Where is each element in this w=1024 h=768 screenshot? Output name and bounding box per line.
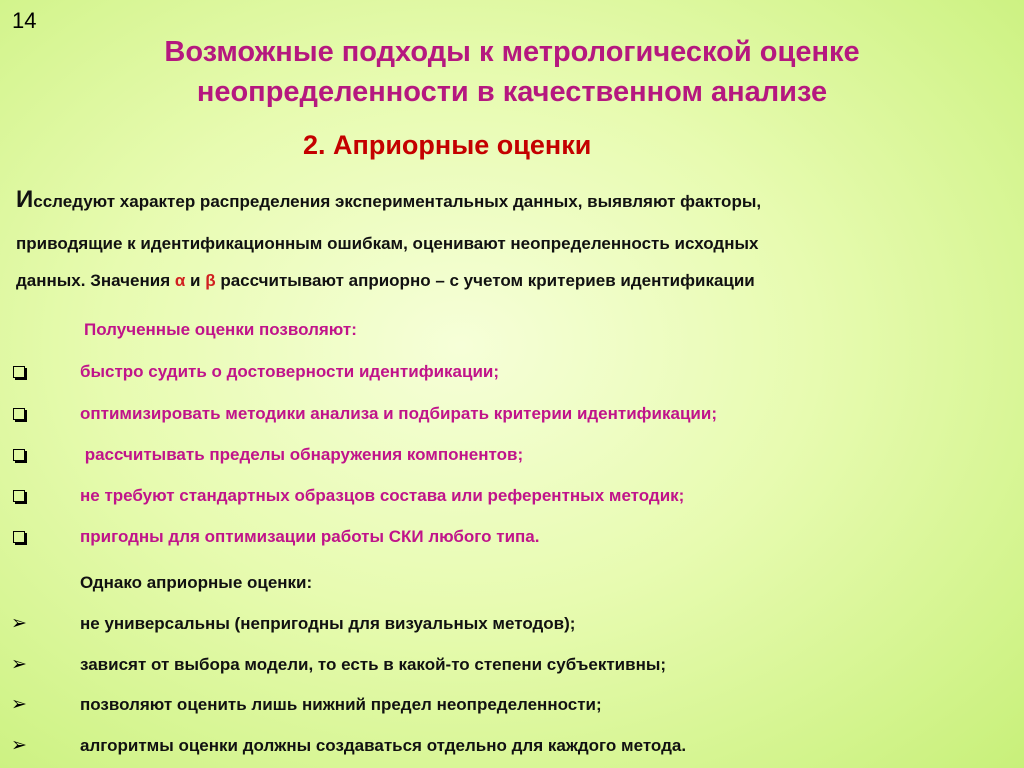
limitation-text: позволяют оценить лишь нижний предел неопределенности; xyxy=(80,695,602,714)
arrow-bullet-icon: ➢ xyxy=(11,734,27,756)
advantage-text: пригодны для оптимизации работы СКИ любого типа. xyxy=(80,527,540,546)
checkbox-icon xyxy=(13,490,25,502)
advantage-text: быстро судить о достоверности идентификации; xyxy=(80,362,500,381)
advantage-text: рассчитывать пределы обнаружения компонентов; xyxy=(80,445,524,464)
slide-number: 14 xyxy=(12,8,37,33)
beta-symbol: β xyxy=(205,271,216,290)
title-line-2: неопределенности в качественном анализе xyxy=(196,76,828,108)
limitation-item xyxy=(0,695,1024,723)
advantage-item xyxy=(0,362,1024,390)
slide-title xyxy=(0,32,1024,112)
paragraph-line-3-start: данных. Значения xyxy=(16,271,175,290)
limitations-intro: Однако априорные оценки: xyxy=(80,573,313,592)
arrow-bullet-icon: ➢ xyxy=(11,653,27,675)
limitation-text: зависят от выбора модели, то есть в какой-то степени субъективны; xyxy=(80,655,667,674)
limitation-text: алгоритмы оценки должны создаваться отдельно для каждого метода. xyxy=(80,736,687,755)
paragraph-line-3-and: и xyxy=(185,271,206,290)
advantage-text: не требуют стандартных образцов состава или референтных методик; xyxy=(80,486,685,505)
advantage-text: оптимизировать методики анализа и подбирать критерии идентификации; xyxy=(80,404,717,423)
drop-cap-letter: И xyxy=(16,186,34,213)
limitation-item xyxy=(0,736,1024,764)
alpha-symbol: α xyxy=(174,271,186,290)
paragraph-line-1-text: сследуют характер распределения экспериментальных данных, выявляют факторы, xyxy=(33,192,762,211)
arrow-bullet-icon: ➢ xyxy=(11,693,27,715)
limitation-text: не универсальны (непригодны для визуальных методов); xyxy=(80,614,576,633)
section-subtitle: 2. Априорные оценки xyxy=(303,130,592,160)
paragraph-line-3-end: рассчитывают априорно – с учетом критериев идентификации xyxy=(215,271,755,290)
paragraph-line-2: приводящие к идентификационным ошибкам, оценивают неопределенность исходных xyxy=(16,234,759,253)
checkbox-icon xyxy=(13,366,25,378)
checkbox-icon xyxy=(13,449,25,461)
checkbox-icon xyxy=(13,408,25,420)
paragraph-line-3 xyxy=(16,271,755,291)
limitation-item xyxy=(0,655,1024,683)
checkbox-icon xyxy=(13,531,25,543)
arrow-bullet-icon: ➢ xyxy=(11,612,27,634)
advantage-item xyxy=(0,404,1024,432)
limitation-item xyxy=(0,614,1024,642)
advantage-item xyxy=(0,527,1024,555)
advantages-intro: Полученные оценки позволяют: xyxy=(84,320,357,339)
advantage-item xyxy=(0,486,1024,514)
title-line-1: Возможные подходы к метрологической оценке xyxy=(164,36,860,68)
paragraph-line-1 xyxy=(16,186,761,214)
advantage-item xyxy=(0,445,1024,473)
